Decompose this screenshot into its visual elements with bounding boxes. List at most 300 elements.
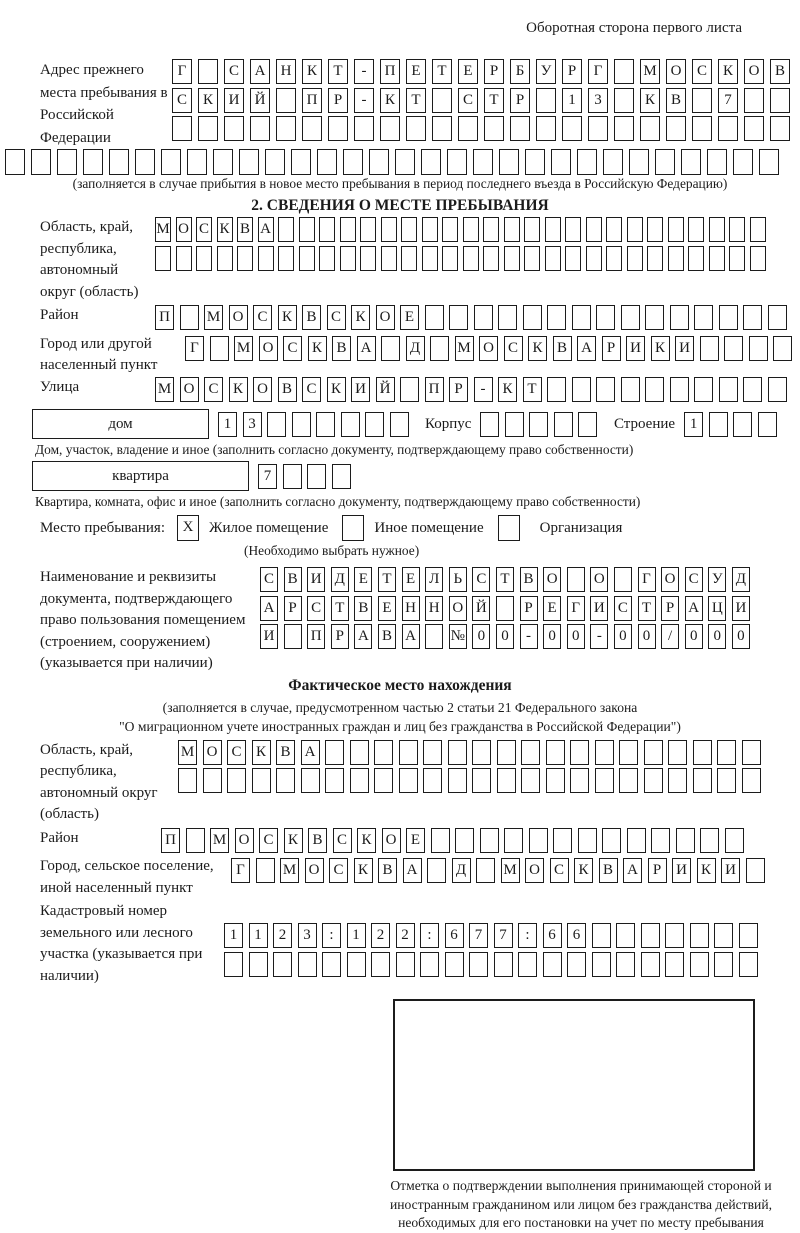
char-cell[interactable] — [668, 246, 684, 271]
char-cell[interactable] — [319, 246, 335, 271]
char-cell[interactable] — [707, 149, 727, 175]
document-row-1[interactable] — [260, 567, 755, 592]
char-cell[interactable]: - — [520, 624, 538, 649]
char-cell[interactable]: М — [501, 858, 520, 883]
char-cell[interactable]: Р — [520, 596, 538, 621]
char-cell[interactable]: Т — [406, 88, 426, 113]
char-cell[interactable] — [714, 952, 733, 977]
char-cell[interactable]: 0 — [543, 624, 561, 649]
char-cell[interactable] — [328, 116, 348, 141]
char-cell[interactable]: А — [250, 59, 270, 84]
char-cell[interactable]: - — [590, 624, 608, 649]
char-cell[interactable] — [595, 740, 614, 765]
char-cell[interactable] — [354, 116, 374, 141]
char-cell[interactable] — [768, 377, 787, 402]
char-cell[interactable] — [640, 116, 660, 141]
char-cell[interactable] — [256, 858, 275, 883]
char-cell[interactable]: Е — [406, 828, 425, 853]
char-cell[interactable]: О — [229, 305, 248, 330]
char-cell[interactable] — [252, 768, 271, 793]
char-cell[interactable] — [299, 246, 315, 271]
char-cell[interactable]: О — [479, 336, 498, 361]
char-cell[interactable] — [196, 246, 212, 271]
char-cell[interactable]: В — [553, 336, 572, 361]
street-row[interactable] — [155, 377, 792, 402]
char-cell[interactable]: Н — [402, 596, 420, 621]
char-cell[interactable] — [307, 464, 326, 489]
char-cell[interactable]: Д — [406, 336, 425, 361]
char-cell[interactable] — [448, 740, 467, 765]
char-cell[interactable] — [395, 149, 415, 175]
char-cell[interactable]: А — [260, 596, 278, 621]
char-cell[interactable] — [729, 246, 745, 271]
char-cell[interactable] — [480, 828, 499, 853]
char-cell[interactable]: Й — [376, 377, 395, 402]
char-cell[interactable]: 3 — [243, 412, 262, 437]
char-cell[interactable] — [423, 768, 442, 793]
char-cell[interactable] — [758, 412, 777, 437]
cadastre-row-2[interactable] — [224, 952, 763, 977]
char-cell[interactable] — [572, 305, 591, 330]
char-cell[interactable] — [614, 88, 634, 113]
char-cell[interactable] — [380, 116, 400, 141]
char-cell[interactable] — [224, 952, 243, 977]
char-cell[interactable]: Т — [432, 59, 452, 84]
char-cell[interactable] — [325, 768, 344, 793]
char-cell[interactable]: Т — [378, 567, 396, 592]
char-cell[interactable]: С — [504, 336, 523, 361]
char-cell[interactable]: О — [666, 59, 686, 84]
char-cell[interactable] — [621, 377, 640, 402]
char-cell[interactable] — [717, 768, 736, 793]
char-cell[interactable]: П — [380, 59, 400, 84]
char-cell[interactable] — [210, 336, 229, 361]
char-cell[interactable]: О — [382, 828, 401, 853]
char-cell[interactable]: 2 — [273, 923, 292, 948]
char-cell[interactable]: Й — [250, 88, 270, 113]
char-cell[interactable]: Е — [543, 596, 561, 621]
char-cell[interactable] — [186, 828, 205, 853]
char-cell[interactable]: 0 — [614, 624, 632, 649]
char-cell[interactable] — [619, 768, 638, 793]
char-cell[interactable]: К — [718, 59, 738, 84]
char-cell[interactable]: Р — [284, 596, 302, 621]
char-cell[interactable] — [521, 768, 540, 793]
char-cell[interactable] — [627, 217, 643, 242]
char-cell[interactable] — [472, 740, 491, 765]
char-cell[interactable] — [645, 305, 664, 330]
char-cell[interactable] — [284, 624, 302, 649]
char-cell[interactable]: Г — [567, 596, 585, 621]
char-cell[interactable] — [432, 88, 452, 113]
char-cell[interactable]: М — [210, 828, 229, 853]
char-cell[interactable] — [224, 116, 244, 141]
char-cell[interactable] — [267, 412, 286, 437]
char-cell[interactable]: Е — [458, 59, 478, 84]
char-cell[interactable] — [301, 768, 320, 793]
char-cell[interactable] — [474, 305, 493, 330]
char-cell[interactable]: Т — [496, 567, 514, 592]
char-cell[interactable]: 3 — [588, 88, 608, 113]
char-cell[interactable]: М — [234, 336, 253, 361]
char-cell[interactable]: Г — [231, 858, 250, 883]
char-cell[interactable]: В — [237, 217, 253, 242]
char-cell[interactable]: И — [672, 858, 691, 883]
char-cell[interactable]: О — [744, 59, 764, 84]
char-cell[interactable] — [343, 149, 363, 175]
char-cell[interactable]: М — [455, 336, 474, 361]
char-cell[interactable] — [606, 217, 622, 242]
char-cell[interactable]: В — [378, 624, 396, 649]
char-cell[interactable] — [692, 88, 712, 113]
char-cell[interactable] — [616, 952, 635, 977]
char-cell[interactable] — [276, 768, 295, 793]
char-cell[interactable]: К — [198, 88, 218, 113]
char-cell[interactable] — [483, 246, 499, 271]
char-cell[interactable] — [400, 377, 419, 402]
char-cell[interactable] — [717, 740, 736, 765]
char-cell[interactable] — [578, 412, 597, 437]
char-cell[interactable] — [596, 377, 615, 402]
char-cell[interactable]: К — [327, 377, 346, 402]
char-cell[interactable] — [217, 246, 233, 271]
char-cell[interactable] — [688, 246, 704, 271]
char-cell[interactable] — [692, 116, 712, 141]
char-cell[interactable]: В — [332, 336, 351, 361]
char-cell[interactable]: К — [574, 858, 593, 883]
char-cell[interactable]: Б — [510, 59, 530, 84]
char-cell[interactable] — [239, 149, 259, 175]
char-cell[interactable]: Ь — [449, 567, 467, 592]
char-cell[interactable] — [399, 768, 418, 793]
char-cell[interactable]: С — [685, 567, 703, 592]
char-cell[interactable]: А — [623, 858, 642, 883]
char-cell[interactable] — [619, 740, 638, 765]
char-cell[interactable] — [746, 858, 765, 883]
char-cell[interactable] — [709, 246, 725, 271]
char-cell[interactable]: 7 — [469, 923, 488, 948]
char-cell[interactable] — [693, 740, 712, 765]
char-cell[interactable] — [665, 952, 684, 977]
char-cell[interactable]: К — [498, 377, 517, 402]
char-cell[interactable]: В — [278, 377, 297, 402]
char-cell[interactable]: - — [354, 88, 374, 113]
char-cell[interactable] — [325, 740, 344, 765]
char-cell[interactable] — [322, 952, 341, 977]
char-cell[interactable] — [744, 116, 764, 141]
char-cell[interactable]: В — [378, 858, 397, 883]
char-cell[interactable] — [570, 740, 589, 765]
char-cell[interactable]: Т — [331, 596, 349, 621]
char-cell[interactable]: М — [155, 377, 174, 402]
char-cell[interactable]: А — [402, 624, 420, 649]
char-cell[interactable]: Е — [378, 596, 396, 621]
char-cell[interactable]: М — [640, 59, 660, 84]
char-cell[interactable]: М — [204, 305, 223, 330]
char-cell[interactable] — [442, 246, 458, 271]
char-cell[interactable]: Т — [328, 59, 348, 84]
char-cell[interactable] — [629, 149, 649, 175]
char-cell[interactable] — [614, 59, 634, 84]
char-cell[interactable] — [483, 217, 499, 242]
char-cell[interactable]: У — [536, 59, 556, 84]
char-cell[interactable]: О — [253, 377, 272, 402]
char-cell[interactable]: О — [259, 336, 278, 361]
char-cell[interactable] — [278, 246, 294, 271]
char-cell[interactable] — [292, 412, 311, 437]
char-cell[interactable] — [524, 217, 540, 242]
char-cell[interactable]: Е — [406, 59, 426, 84]
char-cell[interactable]: В — [354, 596, 372, 621]
char-cell[interactable] — [83, 149, 103, 175]
char-cell[interactable] — [498, 305, 517, 330]
char-cell[interactable] — [350, 768, 369, 793]
char-cell[interactable] — [473, 149, 493, 175]
char-cell[interactable]: 6 — [567, 923, 586, 948]
char-cell[interactable] — [725, 828, 744, 853]
char-cell[interactable] — [57, 149, 77, 175]
char-cell[interactable] — [319, 217, 335, 242]
char-cell[interactable] — [442, 217, 458, 242]
char-cell[interactable] — [743, 305, 762, 330]
char-cell[interactable] — [365, 412, 384, 437]
char-cell[interactable]: 7 — [258, 464, 277, 489]
char-cell[interactable] — [423, 740, 442, 765]
char-cell[interactable] — [360, 246, 376, 271]
char-cell[interactable] — [572, 377, 591, 402]
char-cell[interactable] — [709, 217, 725, 242]
char-cell[interactable]: : — [322, 923, 341, 948]
char-cell[interactable]: А — [685, 596, 703, 621]
char-cell[interactable]: О — [543, 567, 561, 592]
char-cell[interactable]: В — [308, 828, 327, 853]
char-cell[interactable]: К — [308, 336, 327, 361]
actual-district-row[interactable] — [161, 828, 749, 853]
char-cell[interactable] — [543, 952, 562, 977]
char-cell[interactable]: 6 — [445, 923, 464, 948]
char-cell[interactable]: Т — [638, 596, 656, 621]
char-cell[interactable]: Г — [588, 59, 608, 84]
char-cell[interactable]: 0 — [567, 624, 585, 649]
char-cell[interactable] — [203, 768, 222, 793]
char-cell[interactable]: И — [721, 858, 740, 883]
char-cell[interactable] — [425, 305, 444, 330]
char-cell[interactable] — [180, 305, 199, 330]
char-cell[interactable] — [518, 952, 537, 977]
previous-address-row-4[interactable] — [5, 149, 800, 175]
char-cell[interactable]: С — [224, 59, 244, 84]
char-cell[interactable]: И — [675, 336, 694, 361]
char-cell[interactable] — [463, 246, 479, 271]
char-cell[interactable]: Р — [484, 59, 504, 84]
char-cell[interactable] — [694, 377, 713, 402]
char-cell[interactable]: Л — [425, 567, 443, 592]
char-cell[interactable]: С — [327, 305, 346, 330]
char-cell[interactable] — [422, 217, 438, 242]
char-cell[interactable] — [276, 116, 296, 141]
region-row-1[interactable] — [155, 217, 770, 242]
char-cell[interactable] — [565, 217, 581, 242]
document-row-3[interactable] — [260, 624, 755, 649]
char-cell[interactable] — [472, 768, 491, 793]
char-cell[interactable]: 1 — [224, 923, 243, 948]
char-cell[interactable]: С — [333, 828, 352, 853]
char-cell[interactable]: № — [449, 624, 467, 649]
char-cell[interactable]: 1 — [562, 88, 582, 113]
char-cell[interactable] — [647, 246, 663, 271]
char-cell[interactable]: К — [351, 305, 370, 330]
char-cell[interactable]: 1 — [347, 923, 366, 948]
char-cell[interactable] — [371, 952, 390, 977]
char-cell[interactable] — [627, 828, 646, 853]
char-cell[interactable] — [258, 246, 274, 271]
char-cell[interactable] — [237, 246, 253, 271]
char-cell[interactable]: С — [260, 567, 278, 592]
char-cell[interactable] — [651, 828, 670, 853]
apartment-number-row[interactable] — [258, 464, 356, 489]
char-cell[interactable]: 7 — [718, 88, 738, 113]
char-cell[interactable] — [5, 149, 25, 175]
char-cell[interactable]: А — [577, 336, 596, 361]
char-cell[interactable] — [645, 377, 664, 402]
char-cell[interactable]: - — [474, 377, 493, 402]
char-cell[interactable]: Р — [661, 596, 679, 621]
char-cell[interactable]: О — [376, 305, 395, 330]
char-cell[interactable]: П — [307, 624, 325, 649]
char-cell[interactable]: О — [590, 567, 608, 592]
char-cell[interactable]: Т — [484, 88, 504, 113]
char-cell[interactable] — [565, 246, 581, 271]
char-cell[interactable]: И — [307, 567, 325, 592]
city-row[interactable] — [185, 336, 798, 361]
char-cell[interactable]: Е — [354, 567, 372, 592]
char-cell[interactable]: О — [235, 828, 254, 853]
char-cell[interactable] — [644, 768, 663, 793]
char-cell[interactable] — [743, 377, 762, 402]
char-cell[interactable]: / — [661, 624, 679, 649]
char-cell[interactable] — [536, 116, 556, 141]
char-cell[interactable]: Р — [510, 88, 530, 113]
previous-address-row-2[interactable] — [172, 88, 796, 113]
char-cell[interactable]: П — [302, 88, 322, 113]
char-cell[interactable] — [381, 336, 400, 361]
char-cell[interactable] — [577, 149, 597, 175]
char-cell[interactable] — [273, 952, 292, 977]
char-cell[interactable] — [627, 246, 643, 271]
char-cell[interactable] — [742, 768, 761, 793]
previous-address-row-3[interactable] — [172, 116, 796, 141]
char-cell[interactable] — [176, 246, 192, 271]
char-cell[interactable] — [504, 217, 520, 242]
char-cell[interactable] — [187, 149, 207, 175]
char-cell[interactable]: 0 — [732, 624, 750, 649]
char-cell[interactable] — [665, 923, 684, 948]
char-cell[interactable] — [693, 768, 712, 793]
char-cell[interactable] — [396, 952, 415, 977]
char-cell[interactable] — [381, 217, 397, 242]
char-cell[interactable] — [430, 336, 449, 361]
char-cell[interactable] — [499, 149, 519, 175]
char-cell[interactable]: В — [302, 305, 321, 330]
char-cell[interactable]: О — [449, 596, 467, 621]
char-cell[interactable]: О — [305, 858, 324, 883]
char-cell[interactable] — [455, 828, 474, 853]
char-cell[interactable] — [447, 149, 467, 175]
char-cell[interactable] — [249, 952, 268, 977]
char-cell[interactable] — [476, 858, 495, 883]
char-cell[interactable]: 0 — [496, 624, 514, 649]
char-cell[interactable] — [425, 624, 443, 649]
actual-region-row-1[interactable] — [178, 740, 766, 765]
char-cell[interactable] — [739, 952, 758, 977]
char-cell[interactable] — [773, 336, 792, 361]
char-cell[interactable] — [161, 149, 181, 175]
char-cell[interactable] — [463, 217, 479, 242]
char-cell[interactable] — [469, 952, 488, 977]
char-cell[interactable] — [401, 217, 417, 242]
char-cell[interactable] — [523, 305, 542, 330]
char-cell[interactable]: К — [697, 858, 716, 883]
char-cell[interactable] — [592, 923, 611, 948]
char-cell[interactable]: С — [329, 858, 348, 883]
char-cell[interactable] — [621, 305, 640, 330]
char-cell[interactable] — [644, 740, 663, 765]
stay-option-residential-checkbox[interactable]: X — [177, 515, 199, 541]
char-cell[interactable] — [302, 116, 322, 141]
char-cell[interactable] — [553, 828, 572, 853]
char-cell[interactable]: С — [302, 377, 321, 402]
char-cell[interactable] — [770, 116, 790, 141]
char-cell[interactable]: С — [283, 336, 302, 361]
char-cell[interactable] — [733, 149, 753, 175]
char-cell[interactable] — [592, 952, 611, 977]
char-cell[interactable] — [390, 412, 409, 437]
char-cell[interactable] — [750, 246, 766, 271]
char-cell[interactable]: О — [203, 740, 222, 765]
char-cell[interactable] — [496, 596, 514, 621]
char-cell[interactable] — [265, 149, 285, 175]
char-cell[interactable]: Р — [648, 858, 667, 883]
char-cell[interactable]: : — [518, 923, 537, 948]
char-cell[interactable]: Т — [523, 377, 542, 402]
char-cell[interactable] — [524, 246, 540, 271]
char-cell[interactable] — [374, 740, 393, 765]
previous-address-row-1[interactable] — [172, 59, 796, 84]
char-cell[interactable] — [448, 768, 467, 793]
char-cell[interactable] — [298, 952, 317, 977]
char-cell[interactable]: 0 — [708, 624, 726, 649]
char-cell[interactable] — [497, 740, 516, 765]
char-cell[interactable]: А — [357, 336, 376, 361]
char-cell[interactable] — [714, 923, 733, 948]
char-cell[interactable] — [647, 217, 663, 242]
char-cell[interactable] — [750, 217, 766, 242]
char-cell[interactable]: А — [403, 858, 422, 883]
char-cell[interactable] — [360, 217, 376, 242]
char-cell[interactable]: П — [155, 305, 174, 330]
char-cell[interactable]: С — [458, 88, 478, 113]
char-cell[interactable] — [341, 412, 360, 437]
char-cell[interactable]: И — [224, 88, 244, 113]
char-cell[interactable] — [578, 828, 597, 853]
char-cell[interactable] — [431, 828, 450, 853]
char-cell[interactable] — [427, 858, 446, 883]
char-cell[interactable] — [291, 149, 311, 175]
char-cell[interactable]: Й — [472, 596, 490, 621]
char-cell[interactable]: Р — [449, 377, 468, 402]
char-cell[interactable] — [709, 412, 728, 437]
char-cell[interactable]: Н — [276, 59, 296, 84]
